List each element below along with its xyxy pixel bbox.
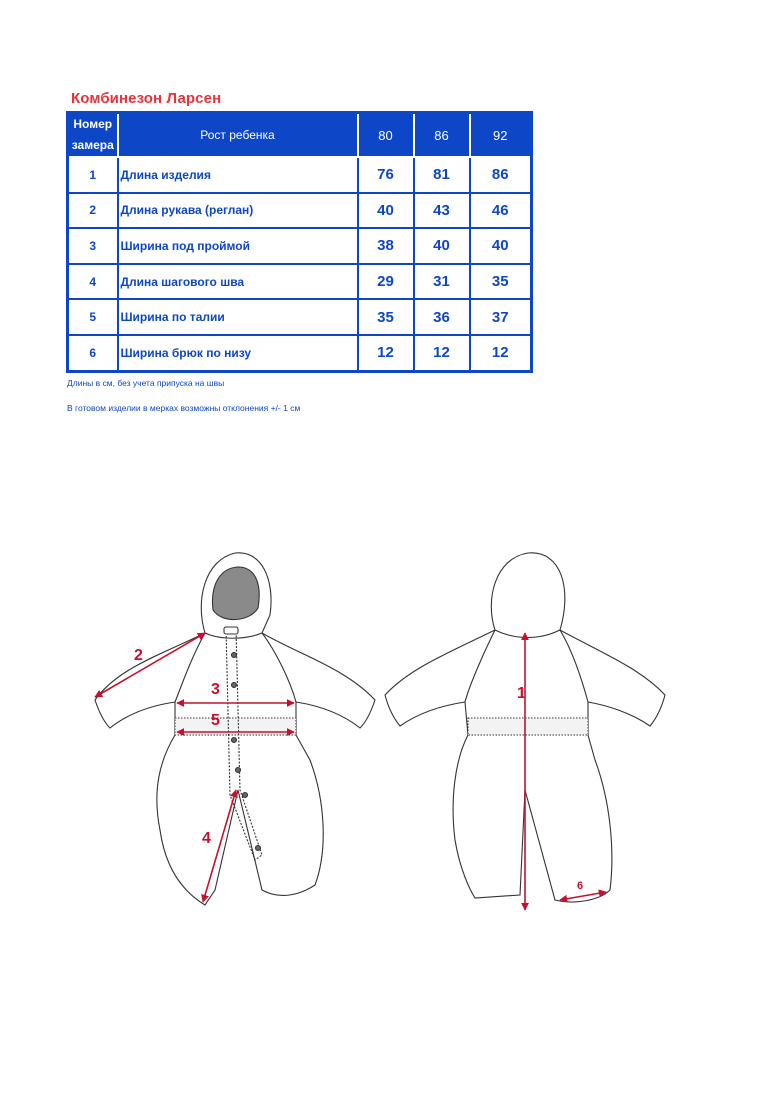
row-number: 4 (68, 264, 118, 300)
row-value: 37 (470, 299, 532, 335)
row-label: Длина рукава (реглан) (118, 193, 358, 229)
header-child-height: Рост ребенка (118, 113, 358, 158)
row-value: 40 (358, 193, 414, 229)
header-size-92: 92 (470, 113, 532, 158)
row-number: 3 (68, 228, 118, 264)
snap-button (232, 653, 237, 658)
row-value: 35 (358, 299, 414, 335)
back-waistband (468, 718, 588, 735)
row-value: 43 (414, 193, 470, 229)
row-value: 35 (470, 264, 532, 300)
row-value: 29 (358, 264, 414, 300)
row-value: 12 (470, 335, 532, 372)
marker-5: 5 (211, 712, 220, 729)
snap-button (256, 846, 261, 851)
row-value: 12 (414, 335, 470, 372)
row-value: 76 (358, 157, 414, 193)
collar-tab (224, 627, 238, 634)
header-size-86: 86 (414, 113, 470, 158)
row-value: 40 (470, 228, 532, 264)
marker-2: 2 (134, 647, 143, 664)
header-size-80: 80 (358, 113, 414, 158)
marker-3: 3 (211, 681, 220, 698)
row-number: 5 (68, 299, 118, 335)
snap-button (243, 793, 248, 798)
row-label: Длина шагового шва (118, 264, 358, 300)
header-measure-number: Номер замера (68, 113, 118, 158)
product-title: Комбинезон Ларсен (71, 90, 222, 107)
row-label: Ширина по талии (118, 299, 358, 335)
snap-button (236, 768, 241, 773)
snap-button (232, 738, 237, 743)
row-label: Ширина брюк по низу (118, 335, 358, 372)
marker-1: 1 (517, 685, 526, 702)
note-tolerance: В готовом изделии в мерках возможны отклонения +/- 1 см (67, 403, 301, 413)
row-value: 38 (358, 228, 414, 264)
row-number: 2 (68, 193, 118, 229)
row-value: 86 (470, 157, 532, 193)
row-value: 31 (414, 264, 470, 300)
back-hood (491, 553, 565, 638)
row-number: 1 (68, 157, 118, 193)
row-value: 12 (358, 335, 414, 372)
row-number: 6 (68, 335, 118, 372)
row-value: 81 (414, 157, 470, 193)
front-view (95, 553, 375, 905)
note-seam-allowance: Длины в см, без учета припуска на швы (67, 378, 225, 388)
marker-6: 6 (577, 880, 584, 892)
row-value: 40 (414, 228, 470, 264)
row-label: Ширина под проймой (118, 228, 358, 264)
row-label: Длина изделия (118, 157, 358, 193)
row-value: 36 (414, 299, 470, 335)
row-value: 46 (470, 193, 532, 229)
marker-4: 4 (202, 830, 211, 847)
snap-button (232, 683, 237, 688)
